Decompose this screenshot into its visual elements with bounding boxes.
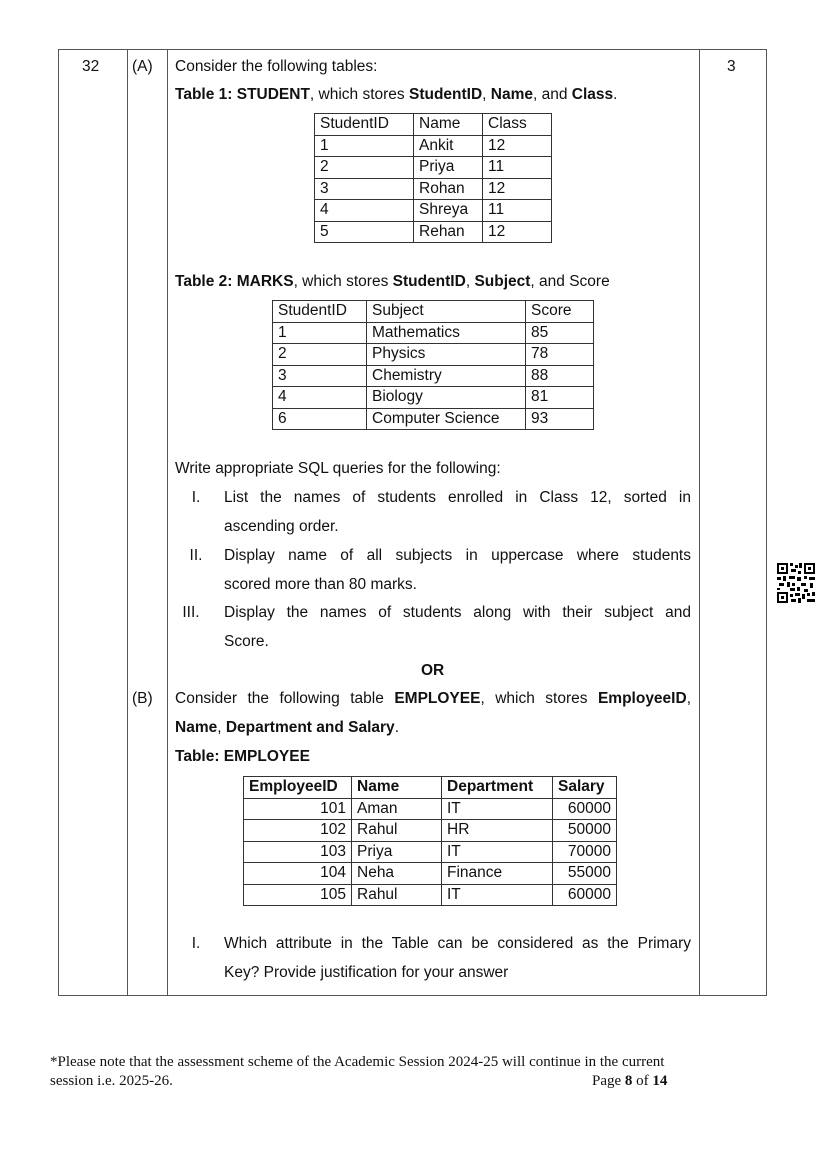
table-cell: 12 bbox=[483, 221, 552, 243]
student-table bbox=[314, 113, 552, 243]
table-cell: 81 bbox=[526, 387, 594, 409]
table-cell: 5 bbox=[315, 221, 414, 243]
question-number: 32 bbox=[82, 58, 100, 75]
table-cell: 93 bbox=[526, 408, 594, 430]
table-row bbox=[273, 344, 594, 366]
table-cell: 50000 bbox=[553, 820, 617, 842]
caption-bold: Table 2: MARKS bbox=[175, 273, 294, 290]
column-header: Name bbox=[352, 777, 442, 799]
part-b-intro bbox=[175, 690, 691, 708]
item-text: Which attribute in the Table can be considered as the Primary bbox=[224, 935, 691, 952]
table-row bbox=[273, 408, 594, 430]
intro-bold: EmployeeID bbox=[597, 690, 687, 707]
table-cell: 60000 bbox=[553, 884, 617, 906]
table-cell: 101 bbox=[244, 798, 352, 820]
column-header: Department bbox=[442, 777, 553, 799]
table-row bbox=[315, 157, 552, 179]
table-cell: Computer Science bbox=[367, 408, 526, 430]
caption-bold: Class bbox=[571, 86, 614, 103]
table-cell: IT bbox=[442, 841, 553, 863]
intro-text: , which stores bbox=[480, 690, 598, 707]
column-divider bbox=[167, 50, 168, 995]
column-header: StudentID bbox=[273, 301, 367, 323]
table-cell: Chemistry bbox=[367, 365, 526, 387]
table-row bbox=[315, 135, 552, 157]
page-number bbox=[592, 1073, 667, 1090]
part-a-intro: Consider the following tables: bbox=[175, 58, 378, 75]
table-row bbox=[315, 200, 552, 222]
intro-bold: EMPLOYEE bbox=[394, 690, 481, 707]
employee-table bbox=[243, 776, 617, 906]
table-cell: 4 bbox=[315, 200, 414, 222]
table-row bbox=[244, 863, 617, 885]
table-cell: 1 bbox=[273, 322, 367, 344]
table-cell: 6 bbox=[273, 408, 367, 430]
table-cell: Aman bbox=[352, 798, 442, 820]
page-total: 14 bbox=[652, 1073, 668, 1089]
table-cell: Physics bbox=[367, 344, 526, 366]
table-cell: 105 bbox=[244, 884, 352, 906]
caption-text: . bbox=[613, 86, 618, 103]
page-current: 8 bbox=[624, 1073, 633, 1089]
table-cell: Biology bbox=[367, 387, 526, 409]
table-cell: Ankit bbox=[414, 135, 483, 157]
table-cell: 85 bbox=[526, 322, 594, 344]
table1-caption bbox=[175, 86, 617, 104]
table-cell: 1 bbox=[315, 135, 414, 157]
or-separator: OR bbox=[421, 662, 445, 679]
item-number: II. bbox=[189, 547, 203, 564]
intro-bold: Name bbox=[175, 719, 218, 736]
table-cell: 12 bbox=[483, 135, 552, 157]
item-text: ascending order. bbox=[224, 518, 339, 535]
item-text: scored more than 80 marks. bbox=[224, 576, 417, 593]
table-cell: 2 bbox=[315, 157, 414, 179]
table-cell: 78 bbox=[526, 344, 594, 366]
table-cell: Shreya bbox=[414, 200, 483, 222]
column-header: Name bbox=[414, 114, 483, 136]
table-row bbox=[273, 387, 594, 409]
caption-text: , and bbox=[533, 86, 572, 103]
question-marks: 3 bbox=[727, 58, 736, 75]
item-text: Score. bbox=[224, 633, 269, 650]
item-number: I. bbox=[191, 489, 201, 506]
caption-bold: StudentID bbox=[408, 86, 483, 103]
caption-bold: Name bbox=[490, 86, 534, 103]
table-row bbox=[244, 841, 617, 863]
caption-bold: Table 1: STUDENT bbox=[175, 86, 310, 103]
column-header: Score bbox=[526, 301, 594, 323]
table-cell: IT bbox=[442, 798, 553, 820]
table-cell: 12 bbox=[483, 178, 552, 200]
table-cell: Rahul bbox=[352, 820, 442, 842]
column-divider bbox=[127, 50, 128, 995]
table-cell: 104 bbox=[244, 863, 352, 885]
table-cell: Priya bbox=[414, 157, 483, 179]
item-number: I. bbox=[191, 935, 201, 952]
table-cell: 3 bbox=[315, 178, 414, 200]
part-b-label: (B) bbox=[132, 690, 153, 707]
table-cell: 55000 bbox=[553, 863, 617, 885]
item-number: III. bbox=[182, 604, 200, 621]
intro-text: Consider the following table bbox=[175, 690, 395, 707]
table-cell: Neha bbox=[352, 863, 442, 885]
table-row bbox=[315, 178, 552, 200]
page-prefix: Page bbox=[592, 1073, 625, 1089]
table-cell: 103 bbox=[244, 841, 352, 863]
item-text: Display name of all subjects in uppercase where students bbox=[224, 547, 691, 564]
page-mid: of bbox=[632, 1073, 653, 1089]
footer-note-continued: session i.e. 2025-26. bbox=[50, 1073, 173, 1089]
intro-text: . bbox=[394, 719, 399, 736]
marks-table bbox=[272, 300, 594, 430]
table-row bbox=[244, 820, 617, 842]
table-cell: 3 bbox=[273, 365, 367, 387]
column-header: Subject bbox=[367, 301, 526, 323]
table-cell: Rohan bbox=[414, 178, 483, 200]
table-cell: 11 bbox=[483, 157, 552, 179]
column-header: Salary bbox=[553, 777, 617, 799]
table-cell: 88 bbox=[526, 365, 594, 387]
table-header-row bbox=[244, 777, 617, 799]
table-cell: Priya bbox=[352, 841, 442, 863]
table-cell: Finance bbox=[442, 863, 553, 885]
column-header: StudentID bbox=[315, 114, 414, 136]
caption-text: , which stores bbox=[309, 86, 409, 103]
table-cell: HR bbox=[442, 820, 553, 842]
caption-bold: StudentID bbox=[392, 273, 466, 290]
employee-table-caption: Table: EMPLOYEE bbox=[175, 748, 310, 765]
item-text: Key? Provide justification for your answer bbox=[224, 964, 509, 981]
table-cell: Rahul bbox=[352, 884, 442, 906]
table-row bbox=[244, 798, 617, 820]
table-cell: IT bbox=[442, 884, 553, 906]
part-a-label: (A) bbox=[132, 58, 153, 75]
intro-text: , bbox=[217, 719, 226, 736]
table-row bbox=[244, 884, 617, 906]
caption-text: , and Score bbox=[530, 273, 610, 290]
intro-bold: Department and Salary bbox=[225, 719, 395, 736]
column-header: EmployeeID bbox=[244, 777, 352, 799]
column-header: Class bbox=[483, 114, 552, 136]
footer-note: *Please note that the assessment scheme of the Academic Session 2024-25 will continue in the current bbox=[50, 1054, 665, 1070]
table-row bbox=[315, 221, 552, 243]
table-cell: Mathematics bbox=[367, 322, 526, 344]
caption-text: , bbox=[465, 273, 475, 290]
table-header-row bbox=[273, 301, 594, 323]
qr-code-icon bbox=[777, 563, 815, 603]
table-cell: 4 bbox=[273, 387, 367, 409]
item-text: Display the names of students along with their subject and bbox=[224, 604, 691, 621]
part-b-intro-continued bbox=[175, 719, 399, 737]
table-cell: 60000 bbox=[553, 798, 617, 820]
table-row bbox=[273, 322, 594, 344]
table-header-row bbox=[315, 114, 552, 136]
intro-text: , bbox=[686, 690, 691, 707]
table-cell: 102 bbox=[244, 820, 352, 842]
table-cell: 2 bbox=[273, 344, 367, 366]
caption-text: , which stores bbox=[293, 273, 393, 290]
table-cell: 11 bbox=[483, 200, 552, 222]
column-divider bbox=[699, 50, 700, 995]
item-text: List the names of students enrolled in Class 12, sorted in bbox=[224, 489, 691, 506]
table-row bbox=[273, 365, 594, 387]
table-cell: 70000 bbox=[553, 841, 617, 863]
table2-caption bbox=[175, 273, 610, 291]
caption-bold: Subject bbox=[474, 273, 531, 290]
part-a-instruction: Write appropriate SQL queries for the following: bbox=[175, 460, 501, 477]
caption-text: , bbox=[482, 86, 491, 103]
table-cell: Rehan bbox=[414, 221, 483, 243]
